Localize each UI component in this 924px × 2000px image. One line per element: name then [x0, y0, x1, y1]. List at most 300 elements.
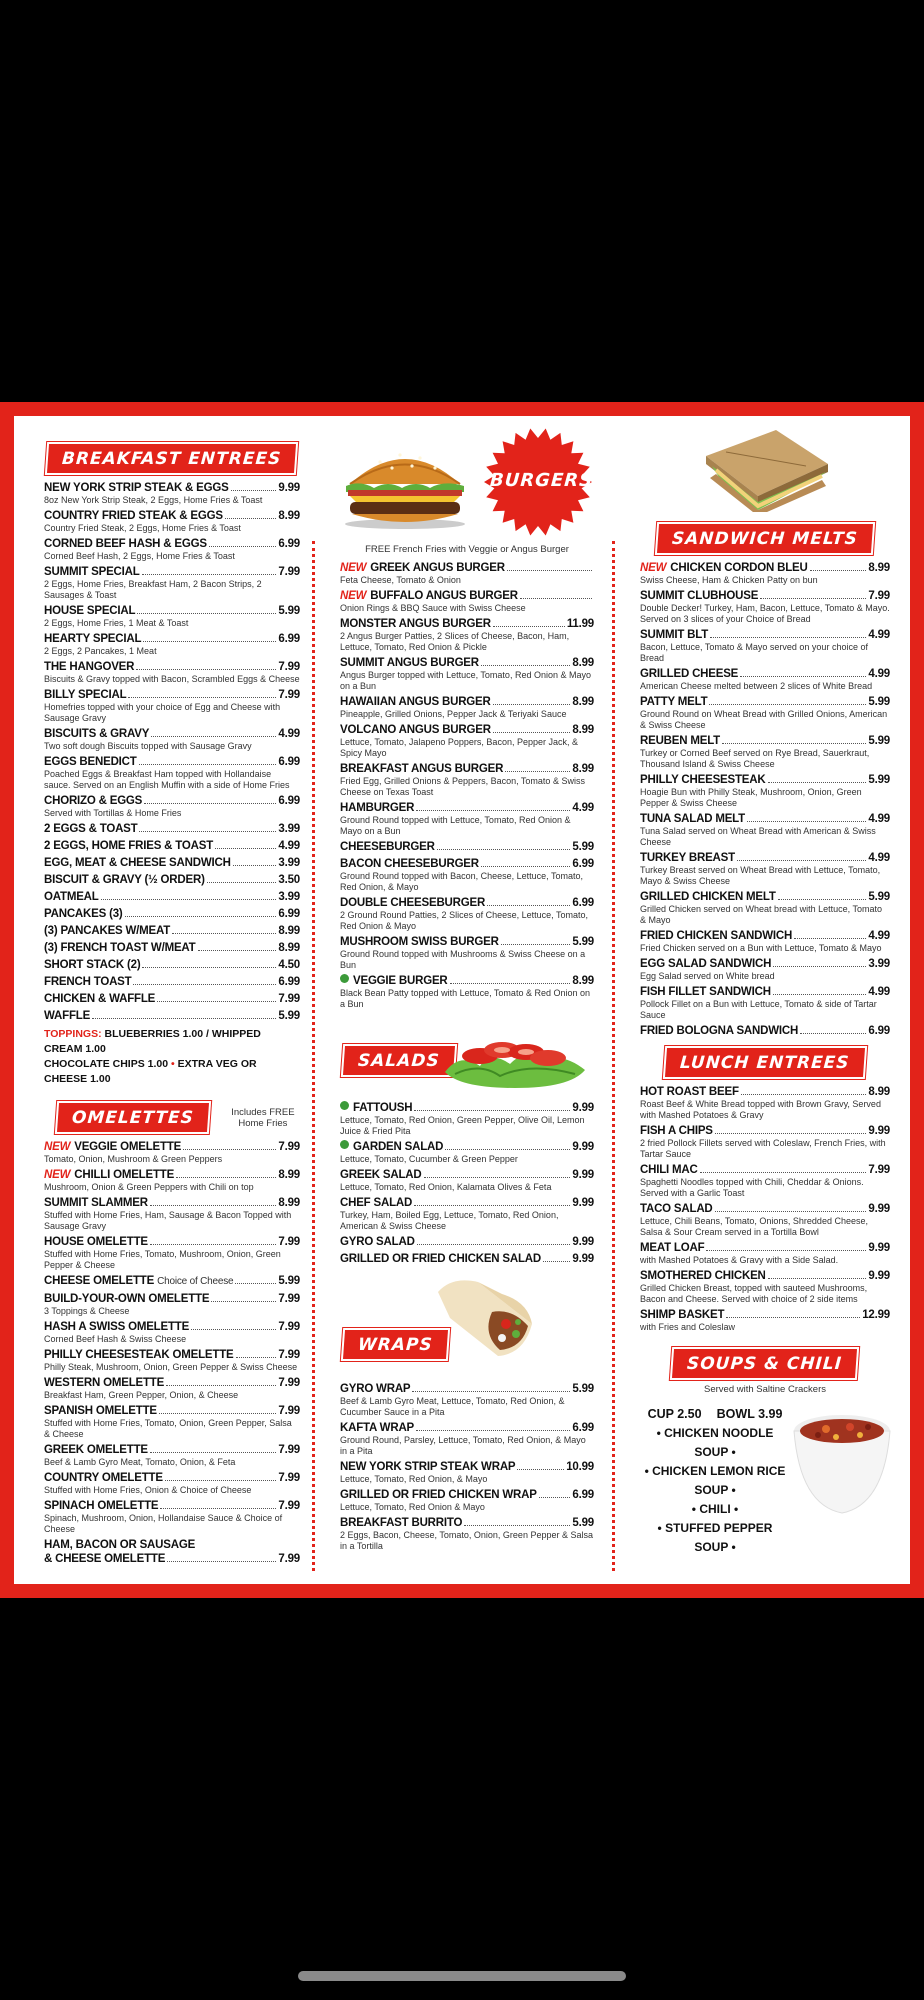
item-description: Lettuce, Tomato, Red Onion, & Mayo	[340, 1474, 488, 1484]
item-price: 4.99	[278, 840, 300, 852]
item-price: 9.99	[572, 1236, 594, 1248]
omelette-item	[44, 1443, 300, 1468]
omelette-item	[44, 1320, 300, 1345]
item-description: with Mashed Potatoes & Gravy with a Side Salad.	[640, 1255, 839, 1265]
item-price: 9.99	[868, 1242, 890, 1254]
lunch-item	[640, 1308, 890, 1333]
burger-item	[340, 723, 594, 759]
leader-dots	[142, 967, 276, 968]
item-description: Lettuce, Tomato, Cucumber & Green Pepper	[340, 1154, 518, 1164]
item-name: SUMMIT BLT	[640, 629, 709, 641]
item-description: 2 Eggs, Home Fries, Breakfast Ham, 2 Bacon Strips, 2 Sausages & Toast	[44, 579, 262, 600]
burger-item	[340, 935, 594, 971]
item-name: PANCAKES (3)	[44, 908, 123, 920]
breakfast-item	[44, 794, 300, 819]
soups-heading: SOUPS & CHILI	[672, 1349, 857, 1378]
new-badge: NEW	[640, 562, 667, 574]
item-name: FRIED BOLOGNA SANDWICH	[640, 1025, 799, 1037]
item-description: Bacon, Lettuce, Tomato & Mayo served on your choice of Bread	[640, 642, 868, 663]
item-name: CHEESE OMELETTE	[44, 1275, 155, 1287]
vegetarian-leaf-icon	[340, 1101, 349, 1110]
breakfast-item	[44, 727, 300, 752]
leader-dots	[810, 570, 867, 571]
breakfast-item	[44, 907, 300, 921]
item-name: GREEK OMELETTE	[44, 1444, 148, 1456]
leader-dots	[233, 865, 277, 866]
omelettes-note: Includes FREE Home Fries	[231, 1106, 295, 1129]
vegetarian-leaf-icon	[340, 974, 349, 983]
burger-item	[340, 695, 594, 720]
item-name: SHORT STACK (2)	[44, 959, 141, 971]
lunch-heading: LUNCH ENTREES	[665, 1048, 865, 1077]
item-price: 4.99	[868, 629, 890, 641]
item-name: COUNTRY OMELETTE	[44, 1472, 163, 1484]
wrap-item	[340, 1460, 594, 1485]
leader-dots	[773, 966, 866, 967]
leader-dots	[136, 669, 276, 670]
item-price: 4.99	[868, 852, 890, 864]
toppings-note	[44, 1027, 300, 1087]
column-left	[44, 416, 300, 1566]
item-name: FRIED CHICKEN SANDWICH	[640, 930, 793, 942]
item-price: 4.99	[868, 813, 890, 825]
item-description: 2 Eggs, Bacon, Cheese, Tomato, Onion, Green Pepper & Salsa in a Tortilla	[340, 1530, 593, 1551]
breakfast-list	[44, 481, 300, 1023]
leader-dots	[726, 1317, 860, 1318]
leader-dots	[768, 1278, 867, 1279]
sandwich-item	[640, 1024, 890, 1038]
leader-dots	[493, 626, 565, 627]
item-name: HASH A SWISS OMELETTE	[44, 1321, 190, 1333]
leader-dots	[183, 1149, 276, 1150]
leader-dots	[150, 1205, 277, 1206]
item-description: Lettuce, Tomato, Red Onion, Green Pepper, Olive Oil, Lemon Juice & Fried Pita	[340, 1115, 585, 1136]
lunch-item	[640, 1163, 890, 1199]
item-price: 5.99	[868, 891, 890, 903]
item-description: Stuffed with Home Fries, Tomato, Onion, Green Pepper, Salsa & Cheese	[44, 1418, 292, 1439]
breakfast-item	[44, 941, 300, 955]
item-name: HOUSE OMELETTE	[44, 1236, 148, 1248]
item-price: 3.99	[278, 857, 300, 869]
leader-dots	[150, 1244, 277, 1245]
item-description: Lettuce, Tomato, Red Onion, Kalamata Olives & Feta	[340, 1182, 552, 1192]
item-description: 2 Ground Round Patties, 2 Slices of Cheese, Lettuce, Tomato, Red Onion & Mayo	[340, 910, 588, 931]
breakfast-item	[44, 1009, 300, 1023]
item-price: 4.99	[868, 986, 890, 998]
item-price: 5.99	[868, 774, 890, 786]
item-price: 8.99	[572, 696, 594, 708]
item-price: 4.50	[278, 959, 300, 971]
item-price: 5.99	[572, 841, 594, 853]
omelette-item	[44, 1538, 300, 1566]
salad-item	[340, 1101, 594, 1137]
soups-note: Served with Saltine Crackers	[704, 1384, 826, 1395]
item-description: Grilled Chicken Breast, topped with sauteed Mushrooms, Bacon and Cheese. Served with choice of 2 side items	[640, 1283, 868, 1304]
soup-bowl-price: BOWL 3.99	[716, 1407, 783, 1421]
item-description: Poached Eggs & Breakfast Ham topped with Hollandaise sauce. Served on an English Muffin with a side of Home Fries	[44, 769, 290, 790]
column-right	[640, 416, 890, 1554]
item-name: EGGS BENEDICT	[44, 756, 137, 768]
item-description: Stuffed with Home Fries, Ham, Sausage & Bacon Topped with Sausage Gravy	[44, 1210, 292, 1231]
leader-dots	[191, 1329, 276, 1330]
omelette-item	[44, 1404, 300, 1440]
leader-dots	[176, 1177, 276, 1178]
item-price: 7.99	[278, 1321, 300, 1333]
leader-dots	[215, 848, 276, 849]
item-price: 3.50	[278, 874, 300, 886]
item-price: 7.99	[278, 1141, 300, 1153]
item-price: 9.99	[278, 482, 300, 494]
item-price: 6.99	[278, 538, 300, 550]
burger-item	[340, 974, 594, 1010]
home-indicator[interactable]	[298, 1971, 626, 1981]
leader-dots	[715, 1133, 867, 1134]
soups-list	[640, 1424, 790, 1557]
leader-dots	[741, 1094, 867, 1095]
wraps-heading: WRAPS	[343, 1330, 448, 1359]
item-name: MUSHROOM SWISS BURGER	[340, 936, 499, 948]
item-description: Ground Round, Parsley, Lettuce, Tomato, Red Onion, & Mayo in a Pita	[340, 1435, 586, 1456]
leader-dots	[706, 1250, 866, 1251]
omelette-item	[44, 1499, 300, 1535]
wrap-item	[340, 1421, 594, 1457]
sandwich-item	[640, 695, 890, 731]
burger-image	[340, 440, 470, 530]
leader-dots	[481, 665, 571, 666]
sandwiches-list	[640, 561, 890, 1038]
item-name: 2 EGGS, HOME FRIES & TOAST	[44, 840, 214, 852]
item-name: CHICKEN CORDON BLEU	[670, 562, 808, 574]
item-name: WAFFLE	[44, 1010, 91, 1022]
item-price: 8.99	[572, 975, 594, 987]
item-description: Ground Round on Wheat Bread with Grilled Onions, American & Swiss Cheese	[640, 709, 888, 730]
column-middle	[340, 416, 594, 1552]
soup-item: • CHICKEN NOODLE SOUP •	[656, 1426, 774, 1459]
item-name: OATMEAL	[44, 891, 99, 903]
item-name: SMOTHERED CHICKEN	[640, 1270, 766, 1282]
item-name: HAM, BACON OR SAUSAGE	[44, 1539, 196, 1551]
toppings-line-2: CHOCOLATE CHIPS 1.00	[44, 1058, 169, 1070]
item-name: CHORIZO & EGGS	[44, 795, 143, 807]
item-description: 2 Eggs, Home Fries, 1 Meat & Toast	[44, 618, 189, 628]
sandwich-item	[640, 628, 890, 664]
item-price: 7.99	[278, 1444, 300, 1456]
new-badge: NEW	[340, 562, 367, 574]
item-description: Corned Beef Hash & Swiss Cheese	[44, 1334, 187, 1344]
item-description: Lettuce, Tomato, Jalapeno Poppers, Bacon, Pepper Jack, & Spicy Mayo	[340, 737, 578, 758]
leader-dots	[209, 546, 277, 547]
item-name: DOUBLE CHEESEBURGER	[340, 897, 486, 909]
sandwich-item	[640, 812, 890, 848]
salad-item	[340, 1140, 594, 1165]
item-price: 8.99	[572, 763, 594, 775]
toppings-line-1: BLUEBERRIES 1.00 / WHIPPED CREAM 1.00	[44, 1028, 261, 1055]
sandwich-item	[640, 985, 890, 1021]
item-price: 5.99	[278, 1010, 300, 1022]
omelettes-list	[44, 1140, 300, 1566]
item-description: Ground Round topped with Bacon, Cheese, Lettuce, Tomato, Red Onion, & Mayo	[340, 871, 583, 892]
item-name: CHILLI OMELETTE	[74, 1169, 175, 1181]
item-price: 7.99	[868, 1164, 890, 1176]
item-price: 7.99	[278, 1500, 300, 1512]
breakfast-item	[44, 632, 300, 657]
sandwich-item	[640, 589, 890, 625]
sandwich-item	[640, 734, 890, 770]
burgers-list	[340, 561, 594, 1010]
item-name: BACON CHEESEBURGER	[340, 858, 479, 870]
breakfast-item	[44, 873, 300, 887]
item-price: 8.99	[278, 1197, 300, 1209]
item-price: 3.99	[868, 958, 890, 970]
item-name: MEAT LOAF	[640, 1242, 705, 1254]
sandwich-item	[640, 851, 890, 887]
item-name: GRILLED CHEESE	[640, 668, 739, 680]
burger-item	[340, 561, 594, 586]
item-price: 6.99	[572, 1489, 594, 1501]
item-description: Swiss Cheese, Ham & Chicken Patty on bun	[640, 575, 818, 585]
item-price: 7.99	[868, 590, 890, 602]
item-price: 7.99	[278, 1377, 300, 1389]
leader-dots	[501, 944, 571, 945]
item-price: 7.99	[278, 1349, 300, 1361]
toppings-bullet: •	[171, 1058, 175, 1070]
sandwiches-heading: SANDWICH MELTS	[657, 524, 873, 553]
item-name: SUMMIT SPECIAL	[44, 566, 140, 578]
item-description: 2 fried Pollock Fillets served with Coleslaw, French Fries, with Tartar Sauce	[640, 1138, 886, 1159]
item-description: 3 Toppings & Cheese	[44, 1306, 130, 1316]
leader-dots	[543, 1261, 570, 1262]
leader-dots	[417, 1244, 571, 1245]
sandwich-item	[640, 957, 890, 982]
item-price: 4.99	[868, 930, 890, 942]
item-description: 2 Eggs, 2 Pancakes, 1 Meat	[44, 646, 157, 656]
leader-dots	[464, 1525, 570, 1526]
item-price: 9.99	[868, 1270, 890, 1282]
leader-dots	[437, 849, 571, 850]
item-option-note: Choice of Cheese	[157, 1276, 234, 1287]
item-name: COUNTRY FRIED STEAK & EGGS	[44, 510, 223, 522]
item-name: REUBEN MELT	[640, 735, 721, 747]
item-description: Spinach, Mushroom, Onion, Hollandaise Sauce & Choice of Cheese	[44, 1513, 283, 1534]
item-description: Corned Beef Hash, 2 Eggs, Home Fries & Toast	[44, 551, 235, 561]
item-name: GYRO WRAP	[340, 1383, 411, 1395]
item-price: 7.99	[278, 1236, 300, 1248]
item-price: 7.99	[278, 1293, 300, 1305]
item-description: with Fries and Coleslaw	[640, 1322, 736, 1332]
item-description: Roast Beef & White Bread topped with Brown Gravy, Served with Mashed Potatoes & Gravy	[640, 1099, 881, 1120]
breakfast-item	[44, 604, 300, 629]
leader-dots	[150, 1452, 277, 1453]
vegetarian-leaf-icon	[340, 1140, 349, 1149]
item-price: 10.99	[566, 1461, 594, 1473]
item-name: FATTOUSH	[353, 1102, 413, 1114]
item-price: 6.99	[572, 897, 594, 909]
item-description: Tuna Salad served on Wheat Bread with American & Swiss Cheese	[640, 826, 876, 847]
chili-bowl-image	[790, 1409, 894, 1517]
item-name: GYRO SALAD	[340, 1236, 415, 1248]
breakfast-item	[44, 992, 300, 1006]
item-description: Lettuce, Chili Beans, Tomato, Onions, Shredded Cheese, Salsa & Sour Cream served in a Tortilla Bowl	[640, 1216, 868, 1237]
item-price: 9.99	[572, 1253, 594, 1265]
item-name: VEGGIE OMELETTE	[74, 1141, 182, 1153]
item-name: SUMMIT CLUBHOUSE	[640, 590, 759, 602]
item-name: HAMBURGER	[340, 802, 415, 814]
leader-dots	[778, 899, 867, 900]
item-name: HEARTY SPECIAL	[44, 633, 142, 645]
leader-dots	[92, 1018, 276, 1019]
item-price: 7.99	[278, 566, 300, 578]
item-name: BILLY SPECIAL	[44, 689, 127, 701]
leader-dots	[198, 950, 277, 951]
item-description: Philly Steak, Mushroom, Onion, Green Pepper & Swiss Cheese	[44, 1362, 298, 1372]
item-description: Two soft dough Biscuits topped with Sausage Gravy	[44, 741, 252, 751]
item-name: GREEK ANGUS BURGER	[370, 562, 505, 574]
item-name: CHILI MAC	[640, 1164, 698, 1176]
item-price: 8.99	[278, 510, 300, 522]
item-price: 6.99	[572, 1422, 594, 1434]
leader-dots	[144, 803, 276, 804]
item-price: 9.99	[572, 1102, 594, 1114]
leader-dots	[160, 1508, 276, 1509]
leader-dots	[520, 598, 592, 599]
salad-item	[340, 1168, 594, 1193]
burgers-heading: BURGERS	[489, 470, 594, 491]
leader-dots	[773, 994, 867, 995]
item-description: Stuffed with Home Fries, Onion & Choice of Cheese	[44, 1485, 252, 1495]
sandwich-image	[696, 426, 836, 512]
item-name: EGG SALAD SANDWICH	[640, 958, 772, 970]
salads-list	[340, 1101, 594, 1266]
salad-image	[440, 1022, 590, 1092]
item-description: Fried Egg, Grilled Onions & Peppers, Bacon, Tomato & Swiss Cheese on Texas Toast	[340, 776, 585, 797]
item-name: SUMMIT SLAMMER	[44, 1197, 148, 1209]
burgers-note: FREE French Fries with Veggie or Angus Burger	[365, 544, 569, 555]
divider-left	[312, 541, 315, 1571]
leader-dots	[142, 574, 277, 575]
item-description: Ground Round topped with Mushrooms & Swiss Cheese on a Bun	[340, 949, 586, 970]
leader-dots	[166, 1385, 276, 1386]
item-description: Double Decker! Turkey, Ham, Bacon, Lettuce, Tomato & Mayo. Served on 3 slices of your Choice of Bread	[640, 603, 890, 624]
item-name: GRILLED OR FRIED CHICKEN SALAD	[340, 1253, 542, 1265]
item-name: GARDEN SALAD	[353, 1141, 444, 1153]
item-description: Angus Burger topped with Lettuce, Tomato, Red Onion & Mayo on a Bun	[340, 670, 591, 691]
leader-dots	[800, 1033, 866, 1034]
item-price: 6.99	[572, 858, 594, 870]
leader-dots	[737, 860, 866, 861]
soup-item: • CHICKEN LEMON RICE SOUP •	[644, 1464, 786, 1497]
item-name: SPANISH OMELETTE	[44, 1405, 157, 1417]
leader-dots	[722, 743, 866, 744]
leader-dots	[139, 831, 276, 832]
item-price: 5.99	[572, 1517, 594, 1529]
item-description: Hoagie Bun with Philly Steak, Mushroom, Onion, Green Pepper & Swiss Cheese	[640, 787, 862, 808]
item-name: SHIMP BASKET	[640, 1309, 725, 1321]
breakfast-item	[44, 958, 300, 972]
item-description: Fried Chicken served on a Bun with Lettuce, Tomato & Mayo	[640, 943, 882, 953]
item-name: WESTERN OMELETTE	[44, 1377, 165, 1389]
item-name: CORNED BEEF HASH & EGGS	[44, 538, 207, 550]
leader-dots	[450, 983, 571, 984]
leader-dots	[700, 1172, 867, 1173]
leader-dots	[101, 899, 277, 900]
soup-item: • CHILI •	[691, 1502, 739, 1516]
burger-item	[340, 840, 594, 854]
item-name: PATTY MELT	[640, 696, 708, 708]
leader-dots	[151, 736, 276, 737]
item-name: BUFFALO ANGUS BURGER	[370, 590, 518, 602]
item-description: Turkey, Ham, Boiled Egg, Lettuce, Tomato, Red Onion, American & Swiss Cheese	[340, 1210, 559, 1231]
item-description: Beef & Lamb Gyro Meat, Tomato, Onion, & Feta	[44, 1457, 236, 1467]
salads-heading: SALADS	[343, 1046, 455, 1075]
item-name: SPINACH OMELETTE	[44, 1500, 159, 1512]
item-price: 9.99	[572, 1169, 594, 1181]
item-name: GREEK SALAD	[340, 1169, 422, 1181]
leader-dots	[747, 821, 866, 822]
item-price: 5.99	[278, 1275, 300, 1287]
sandwich-item	[640, 773, 890, 809]
item-description: 2 Angus Burger Patties, 2 Slices of Cheese, Bacon, Ham, Lettuce, Tomato, Red Onion & Pickle	[340, 631, 570, 652]
salad-item	[340, 1196, 594, 1232]
item-price: 9.99	[868, 1125, 890, 1137]
item-price: 6.99	[868, 1025, 890, 1037]
item-price: 8.99	[868, 562, 890, 574]
omelette-item	[44, 1292, 300, 1317]
item-name: MONSTER ANGUS BURGER	[340, 618, 491, 630]
lunch-item	[640, 1241, 890, 1266]
breakfast-item	[44, 509, 300, 534]
leader-dots	[416, 1430, 570, 1431]
item-name: BUILD-YOUR-OWN OMELETTE	[44, 1293, 210, 1305]
item-name: CHICKEN & WAFFLE	[44, 993, 156, 1005]
item-price: 7.99	[278, 993, 300, 1005]
leader-dots	[143, 641, 276, 642]
breakfast-item	[44, 890, 300, 904]
new-badge: NEW	[340, 590, 367, 602]
item-price: 9.99	[868, 1203, 890, 1215]
leader-dots	[505, 771, 570, 772]
item-description: Homefries topped with your choice of Egg and Cheese with Sausage Gravy	[44, 702, 281, 723]
breakfast-heading: BREAKFAST ENTREES	[47, 444, 296, 473]
menu-frame	[0, 402, 924, 1598]
leader-dots	[236, 1357, 277, 1358]
leader-dots	[231, 490, 277, 491]
soups-block	[640, 1405, 790, 1557]
breakfast-item	[44, 856, 300, 870]
item-description: Grilled Chicken served on Wheat bread with Lettuce, Tomato & Mayo	[640, 904, 882, 925]
item-name: (3) PANCAKES W/MEAT	[44, 925, 171, 937]
item-price: 7.99	[278, 1405, 300, 1417]
leader-dots	[157, 1001, 276, 1002]
item-price: 6.99	[278, 976, 300, 988]
item-description: Country Fried Steak, 2 Eggs, Home Fries & Toast	[44, 523, 241, 533]
leader-dots	[139, 764, 277, 765]
item-name: BISCUIT & GRAVY (½ ORDER)	[44, 874, 205, 886]
item-name: CHEF SALAD	[340, 1197, 413, 1209]
leader-dots	[159, 1413, 277, 1414]
leader-dots	[760, 598, 866, 599]
breakfast-item	[44, 975, 300, 989]
leader-dots	[235, 1283, 276, 1284]
breakfast-item	[44, 660, 300, 685]
item-price: 8.99	[572, 657, 594, 669]
item-description: Lettuce, Tomato, Red Onion & Mayo	[340, 1502, 485, 1512]
item-name: THE HANGOVER	[44, 661, 135, 673]
item-description: Served with Tortillas & Home Fries	[44, 808, 182, 818]
item-name: CHEESEBURGER	[340, 841, 435, 853]
leader-dots	[165, 1480, 277, 1481]
item-description: Turkey Breast served on Wheat Bread with Lettuce, Tomato, Mayo & Swiss Cheese	[640, 865, 881, 886]
item-price: 5.99	[278, 605, 300, 617]
